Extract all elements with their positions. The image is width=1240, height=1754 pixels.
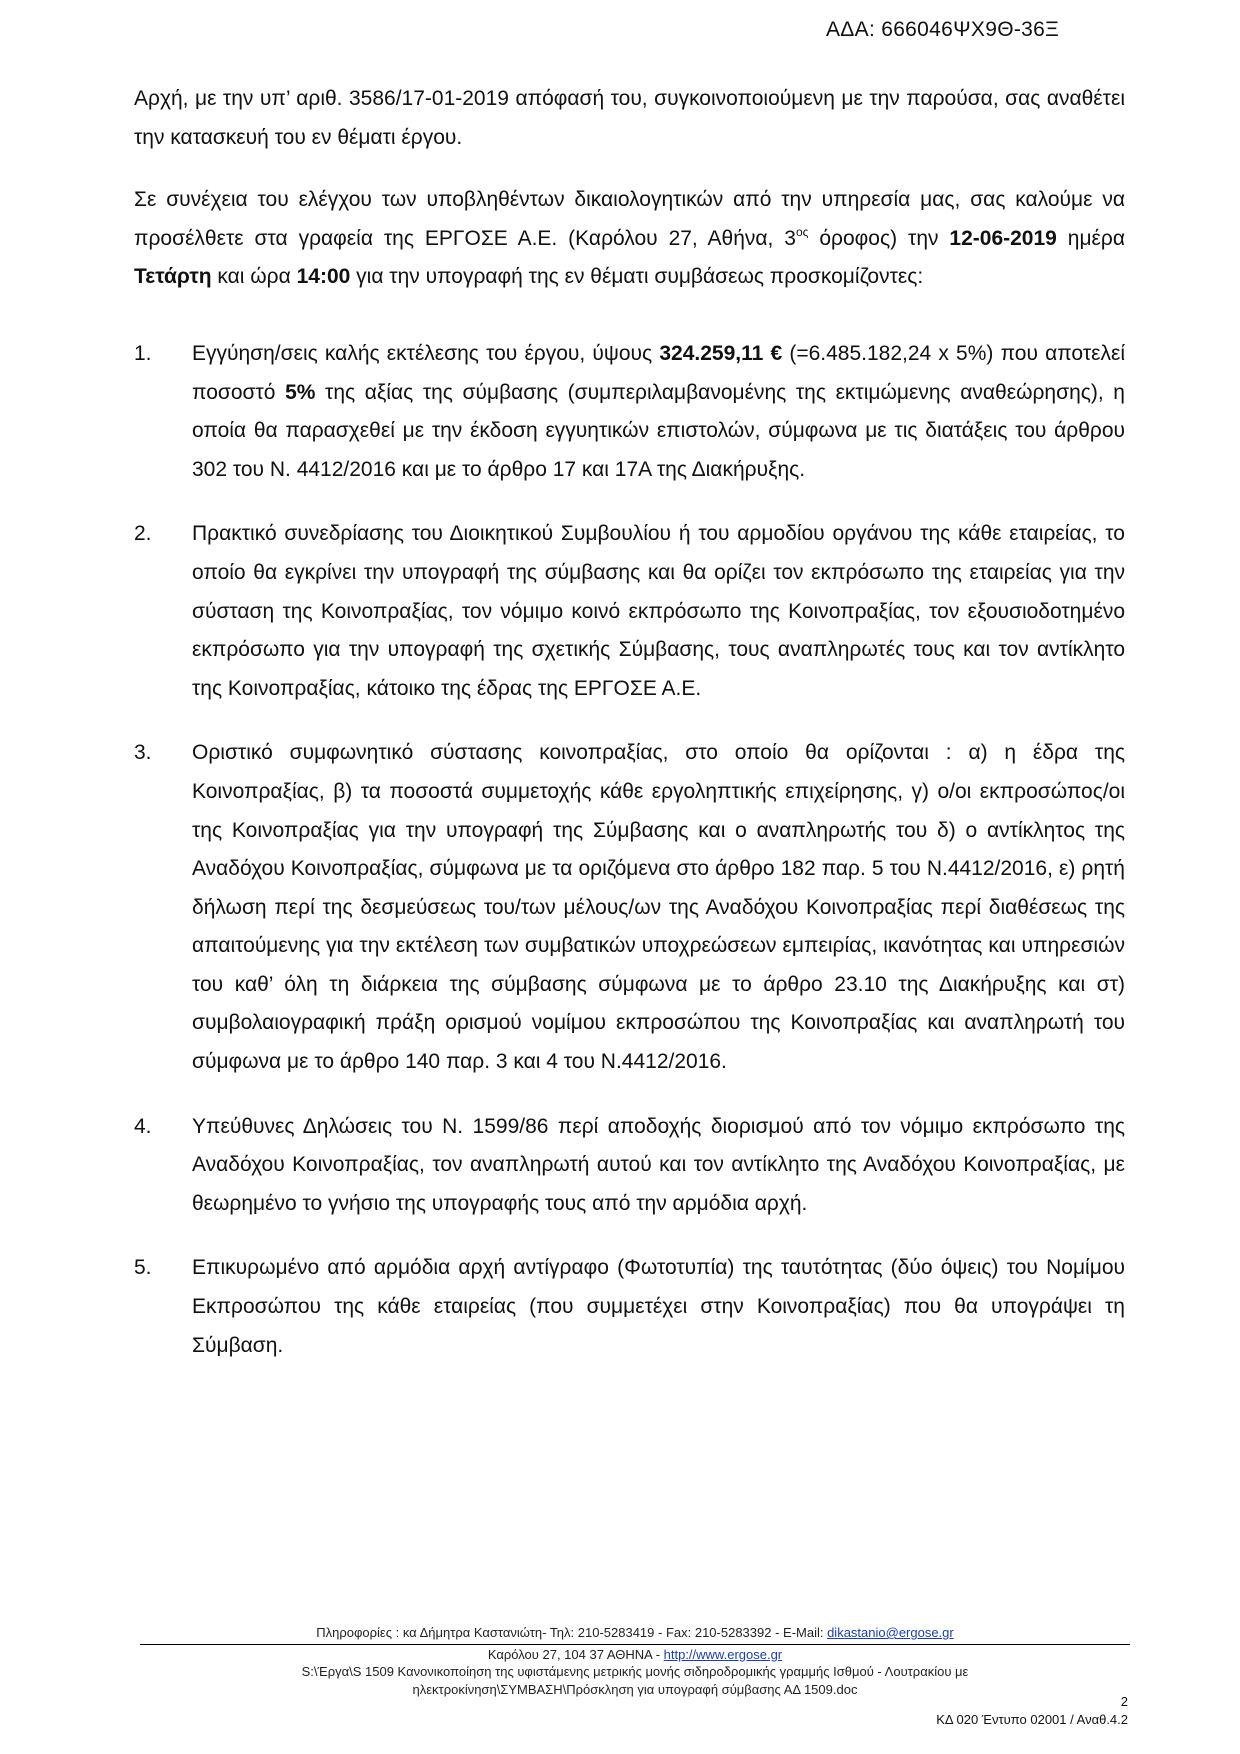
invitation-text: Σε συνέχεια του ελέγχου των υποβληθέντων δικαιολογητικών από την υπηρεσία μας, σας καλούμε να προσέλθετε στα γραφεία της ΕΡΓΟΣΕ Α.Ε. (Καρόλου 27, Αθήνα, 3 xyxy=(134,188,1125,250)
item-text: Πρακτικό συνεδρίασης του Διοικητικού Συμβουλίου ή του αρμοδίου οργάνου της κάθε εταιρείας, το οποίο θα εγκρίνει την υπογραφή της σύμβασης και θα ορίζει τον εκπρόσωπο της εταιρείας για την σύσταση της Κοινοπραξίας, τον νόμιμο κοινό εκπρόσωπο της Κοινοπραξίας, τον εξουσιοδοτημένο εκπρόσωπο για την υπογραφή της σχετικής Σύμβασης, τους αναπληρωτές τους και τον αντίκλητο της Κοινοπραξίας, κάτοικο της έδρας της ΕΡΓΟΣΕ Α.Ε. xyxy=(192,522,1125,700)
footer-divider xyxy=(140,1644,1130,1645)
item-text: Οριστικό συμφωνητικό σύστασης κοινοπραξίας, στο οποίο θα ορίζονται : α) η έδρα της Κοινοπραξίας, β) τα ποσοστά συμμετοχής κάθε εργοληπτικής επιχείρησης, γ) ο/οι εκπροσώπος/οι της Κοινοπραξίας για την υπογραφή της Σύμβασης και ο αναπληρωτής του δ) ο αντίκλητος της Αναδόχου Κοινοπραξίας, σύμφωνα με τα οριζόμενα στο άρθρο 182 παρ. 5 του Ν.4412/2016, ε) ρητή δήλωση περί της δεσμεύσεως του/των μέλους/ων της Αναδόχου Κοινοπραξίας περί διαθέσεως της απαιτούμενης για την εκτέλεση των συμβατικών υποχρεώσεων εμπειρίας, ικανότητας και υπηρεσιών του καθ’ όλη τη διάρκεια της σύμβασης σύμφωνα με το άρθρο 23.10 της Διακήρυξης και στ) συμβολαιογραφική πράξη ορισμού νομίμου εκπροσώπου της Κοινοπραξίας και αναπληρωτή του σύμφωνα με το άρθρο 140 παρ. 3 και 4 του Ν.4412/2016. xyxy=(192,741,1125,1074)
page-number: 2 xyxy=(1120,1694,1128,1709)
invitation-text: όροφος) την xyxy=(808,226,950,250)
signing-date: 12-06-2019 xyxy=(949,226,1057,250)
item-number: 5. xyxy=(134,1256,152,1280)
signing-time: 14:00 xyxy=(296,265,351,289)
list-item xyxy=(134,335,1125,489)
form-code: ΚΔ 020 Έντυπο 02001 / Αναθ.4.2 xyxy=(936,1712,1128,1727)
footer-contact xyxy=(140,1624,1130,1642)
item-number: 1. xyxy=(134,341,152,365)
list-item xyxy=(134,515,1125,708)
paragraph-invitation xyxy=(134,181,1125,297)
file-path-line-1: S:\Έργα\S 1509 Κανονικοποίηση της υφιστάμενης μετρικής μονής σιδηροδρομικής γραμμής Ισθμού - Λουτρακίου με xyxy=(301,1664,969,1679)
file-path-line-2: ηλεκτροκίνηση\ΣΥΜΒΑΣΗ\Πρόσκληση για υπογραφή σύμβασης ΑΔ 1509.doc xyxy=(412,1681,858,1697)
list-item xyxy=(134,734,1125,1081)
list-item xyxy=(134,1108,1125,1224)
invitation-text: για την υπογραφή της εν θέματι συμβάσεως προσκομίζοντες: xyxy=(350,265,924,289)
list-item xyxy=(134,1249,1125,1365)
ordinal-suffix: ος xyxy=(795,224,809,239)
email-link[interactable]: dikastanio@ergose.gr xyxy=(827,1625,954,1640)
item-text: (=6.485.182,24 x 5%) που αποτελεί ποσοστό xyxy=(192,341,1125,404)
contact-info: Πληροφορίες : κα Δήμητρα Καστανιώτη- Τηλ: 210-5283419 - Fax: 210-5283392 - E-Mail: xyxy=(316,1625,828,1640)
guarantee-amount: 324.259,11 € xyxy=(659,341,783,365)
item-number: 3. xyxy=(134,741,152,765)
item-text: της αξίας της σύμβασης (συμπεριλαμβανομένης της εκτιμώμενης αναθεώρησης), η οποία θα παρασχεθεί με την έκδοση εγγυητικών επιστολών, σύμφωνα με τις διατάξεις του άρθρου 302 του Ν. 4412/2016 και με το άρθρο 17 και 17Α της Διακήρυξης. xyxy=(192,380,1125,481)
item-text: Εγγύηση/σεις καλής εκτέλεσης του έργου, ύψους xyxy=(192,341,660,365)
item-text: Επικυρωμένο από αρμόδια αρχή αντίγραφο (Φωτοτυπία) της ταυτότητας (δύο όψεις) του Νομίμου Εκπροσώπου της κάθε εταιρείας (που συμμετέχει στην Κοινοπραξίας) που θα υπογράψει τη Σύμβαση. xyxy=(192,1256,1125,1357)
paragraph-award: Αρχή, με την υπ’ αριθ. 3586/17-01-2019 απόφασή του, συγκοινοποιούμενη με την παρούσα, σας αναθέτει την κατασκευή του εν θέματι έργου. xyxy=(134,87,1125,149)
guarantee-percentage: 5% xyxy=(285,380,316,404)
requirements-list xyxy=(134,335,1125,1365)
invitation-text: και ώρα xyxy=(211,265,297,289)
website-link[interactable]: http://www.ergose.gr xyxy=(663,1646,783,1662)
invitation-text: ημέρα xyxy=(1056,226,1125,250)
footer-address xyxy=(140,1646,1130,1664)
item-number: 2. xyxy=(134,522,152,546)
page-footer xyxy=(140,1624,1130,1698)
letter-body xyxy=(134,80,1125,1365)
address-text: Καρόλου 27, 104 37 ΑΘΗΝΑ - xyxy=(487,1646,664,1662)
item-number: 4. xyxy=(134,1114,152,1138)
ada-code: ΑΔΑ: 666046ΨΧ9Θ-36Ξ xyxy=(826,18,1060,41)
item-text: Υπεύθυνες Δηλώσεις του Ν. 1599/86 περί αποδοχής διορισμού από τον νόμιμο εκπρόσωπο της Αναδόχου Κοινοπραξίας, τον αναπληρωτή αυτού και τον αντίκλητο της Αναδόχου Κοινοπραξίας, με θεωρημένο το γνήσιο της υπογραφής τους από την αρμόδια αρχή. xyxy=(192,1114,1125,1215)
signing-day: Τετάρτη xyxy=(134,265,212,289)
